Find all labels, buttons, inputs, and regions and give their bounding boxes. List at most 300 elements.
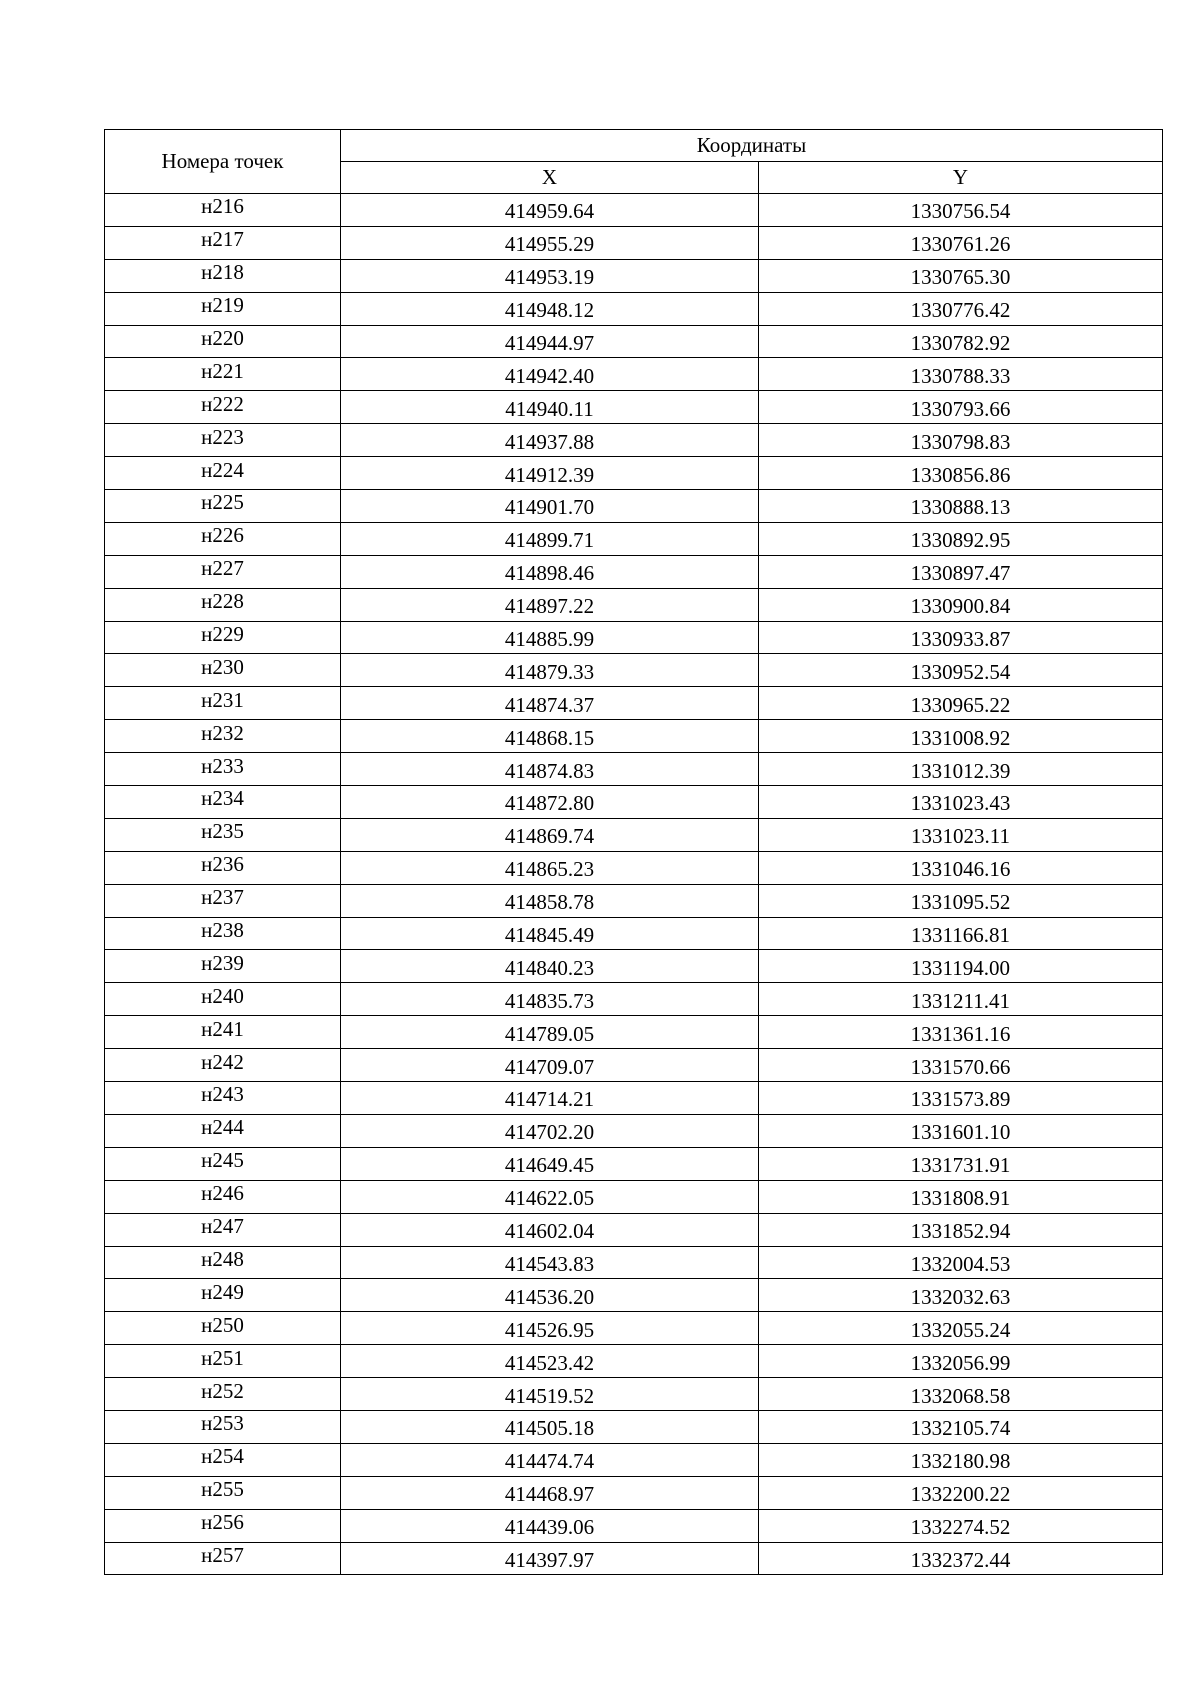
table-row xyxy=(105,950,1163,983)
x-coordinate-cell xyxy=(341,1016,759,1049)
table-row xyxy=(105,1312,1163,1345)
y-coordinate-cell-value: 1330933.87 xyxy=(910,627,1011,652)
point-number-cell-value: н221 xyxy=(201,358,244,383)
x-coordinate-cell xyxy=(341,654,759,687)
point-number-cell xyxy=(105,1378,341,1411)
table-row xyxy=(105,292,1163,325)
x-coordinate-cell xyxy=(341,720,759,753)
x-coordinate-cell-value: 414474.74 xyxy=(504,1449,595,1474)
point-number-cell-value: н228 xyxy=(201,589,244,614)
y-coordinate-cell xyxy=(759,424,1163,457)
x-coordinate-cell xyxy=(341,621,759,654)
x-coordinate-cell-value: 414840.23 xyxy=(504,955,595,980)
x-coordinate-cell xyxy=(341,1246,759,1279)
x-coordinate-cell-value: 414898.46 xyxy=(504,561,595,586)
x-coordinate-cell xyxy=(341,884,759,917)
table-row xyxy=(105,1279,1163,1312)
table-row xyxy=(105,424,1163,457)
point-number-cell-value: н227 xyxy=(201,556,244,581)
x-coordinate-cell-value: 414868.15 xyxy=(504,725,595,750)
point-number-cell-value: н252 xyxy=(201,1378,244,1403)
y-coordinate-cell-value: 1330793.66 xyxy=(910,396,1011,421)
y-coordinate-cell xyxy=(759,226,1163,259)
table-row xyxy=(105,457,1163,490)
point-number-cell xyxy=(105,292,341,325)
y-coordinate-cell xyxy=(759,720,1163,753)
point-number-cell-value: н218 xyxy=(201,260,244,285)
y-coordinate-cell-value: 1332105.74 xyxy=(910,1416,1011,1441)
y-coordinate-cell xyxy=(759,654,1163,687)
y-coordinate-cell xyxy=(759,292,1163,325)
point-number-cell-value: н251 xyxy=(201,1345,244,1370)
y-coordinate-cell xyxy=(759,950,1163,983)
y-coordinate-cell xyxy=(759,490,1163,523)
point-number-cell-value: н253 xyxy=(201,1411,244,1436)
y-coordinate-cell xyxy=(759,818,1163,851)
y-coordinate-cell-value: 1330761.26 xyxy=(910,232,1011,257)
y-coordinate-cell-value: 1330765.30 xyxy=(910,265,1011,290)
y-coordinate-cell-value: 1330856.86 xyxy=(910,462,1011,487)
x-coordinate-cell xyxy=(341,226,759,259)
point-number-cell xyxy=(105,226,341,259)
y-coordinate-cell-value: 1332056.99 xyxy=(910,1350,1011,1375)
x-coordinate-cell xyxy=(341,588,759,621)
x-coordinate-cell xyxy=(341,917,759,950)
table-row xyxy=(105,1410,1163,1443)
table-row xyxy=(105,555,1163,588)
table-row xyxy=(105,588,1163,621)
coordinates-table xyxy=(104,129,1163,1575)
y-coordinate-cell-value: 1330892.95 xyxy=(910,528,1011,553)
point-number-cell-value: н254 xyxy=(201,1444,244,1469)
y-coordinate-cell xyxy=(759,786,1163,819)
x-coordinate-cell xyxy=(341,1542,759,1575)
y-coordinate-cell-value: 1331023.11 xyxy=(911,824,1010,849)
x-coordinate-cell xyxy=(341,1378,759,1411)
y-coordinate-cell xyxy=(759,555,1163,588)
x-coordinate-cell-value: 414944.97 xyxy=(504,331,595,355)
point-number-cell-value: н229 xyxy=(201,622,244,647)
x-coordinate-cell-value: 414912.39 xyxy=(504,462,595,487)
x-coordinate-cell xyxy=(341,753,759,786)
x-coordinate-cell-value: 414942.40 xyxy=(504,363,595,388)
x-coordinate-cell-value: 414874.83 xyxy=(504,758,595,783)
x-coordinate-cell xyxy=(341,1312,759,1345)
x-coordinate-cell-value: 414519.52 xyxy=(504,1383,595,1408)
y-coordinate-cell-value: 1332274.52 xyxy=(910,1515,1011,1540)
y-coordinate-cell-value: 1332055.24 xyxy=(910,1317,1011,1342)
table-row xyxy=(105,522,1163,555)
x-coordinate-cell xyxy=(341,1180,759,1213)
point-number-cell-value: н217 xyxy=(201,227,244,252)
x-coordinate-cell xyxy=(341,1345,759,1378)
y-coordinate-cell xyxy=(759,1246,1163,1279)
x-coordinate-cell-value: 414397.97 xyxy=(504,1547,595,1572)
y-coordinate-cell xyxy=(759,1476,1163,1509)
table-row xyxy=(105,687,1163,720)
point-number-cell-value: н231 xyxy=(201,687,244,712)
table-row xyxy=(105,1082,1163,1115)
table-row xyxy=(105,753,1163,786)
x-coordinate-cell-value: 414622.05 xyxy=(504,1186,595,1211)
point-number-cell xyxy=(105,358,341,391)
table-row xyxy=(105,818,1163,851)
y-coordinate-cell-value: 1331852.94 xyxy=(910,1219,1011,1244)
x-coordinate-cell-value: 414702.20 xyxy=(504,1120,595,1145)
y-coordinate-cell-value: 1331166.81 xyxy=(911,923,1010,948)
x-coordinate-cell xyxy=(341,818,759,851)
point-number-cell xyxy=(105,522,341,555)
x-coordinate-cell-value: 414536.20 xyxy=(504,1284,595,1309)
point-number-cell xyxy=(105,1082,341,1115)
point-number-cell-value: н243 xyxy=(201,1082,244,1107)
x-coordinate-cell-value: 414872.80 xyxy=(504,791,595,816)
point-number-cell-value: н235 xyxy=(201,819,244,844)
point-number-cell xyxy=(105,259,341,292)
point-number-cell xyxy=(105,457,341,490)
y-coordinate-cell-value: 1331573.89 xyxy=(910,1087,1011,1112)
y-coordinate-cell xyxy=(759,1509,1163,1542)
y-coordinate-cell-value: 1331808.91 xyxy=(910,1186,1011,1211)
x-coordinate-cell xyxy=(341,983,759,1016)
point-number-cell-value: н240 xyxy=(201,983,244,1008)
point-number-cell xyxy=(105,1279,341,1312)
y-coordinate-cell-value: 1332032.63 xyxy=(910,1284,1011,1309)
x-coordinate-cell xyxy=(341,292,759,325)
point-number-cell-value: н244 xyxy=(201,1115,244,1140)
y-coordinate-cell xyxy=(759,457,1163,490)
x-coordinate-cell xyxy=(341,1410,759,1443)
y-coordinate-cell xyxy=(759,391,1163,424)
y-coordinate-cell xyxy=(759,884,1163,917)
point-number-cell-value: н236 xyxy=(201,852,244,877)
table-row xyxy=(105,1147,1163,1180)
table-row xyxy=(105,983,1163,1016)
point-number-cell-value: н237 xyxy=(201,885,244,910)
table-row xyxy=(105,325,1163,358)
table-row xyxy=(105,1246,1163,1279)
point-number-cell xyxy=(105,851,341,884)
x-coordinate-cell xyxy=(341,1147,759,1180)
point-number-cell-value: н249 xyxy=(201,1279,244,1304)
point-number-cell-value: н242 xyxy=(201,1049,244,1074)
point-number-cell-value: н230 xyxy=(201,654,244,679)
x-coordinate-cell-value: 414649.45 xyxy=(504,1153,595,1178)
x-coordinate-cell-value: 414869.74 xyxy=(504,824,595,849)
table-row xyxy=(105,786,1163,819)
y-coordinate-cell xyxy=(759,1345,1163,1378)
point-number-cell xyxy=(105,1049,341,1082)
y-coordinate-cell xyxy=(759,325,1163,358)
y-coordinate-cell-value: 1330897.47 xyxy=(910,561,1011,586)
point-number-cell xyxy=(105,1542,341,1575)
table-row xyxy=(105,917,1163,950)
point-number-cell xyxy=(105,588,341,621)
y-coordinate-cell xyxy=(759,1213,1163,1246)
y-coordinate-cell xyxy=(759,1279,1163,1312)
point-number-cell-value: н250 xyxy=(201,1312,244,1337)
y-coordinate-cell xyxy=(759,522,1163,555)
x-coordinate-cell-value: 414602.04 xyxy=(504,1219,595,1244)
y-coordinate-cell-value: 1331361.16 xyxy=(910,1021,1011,1046)
y-coordinate-cell-value: 1332372.44 xyxy=(910,1547,1011,1572)
point-number-cell-value: н239 xyxy=(201,950,244,975)
point-number-cell xyxy=(105,1443,341,1476)
y-coordinate-cell-value: 1330888.13 xyxy=(910,495,1011,520)
point-number-cell-value: н248 xyxy=(201,1246,244,1271)
table-row xyxy=(105,720,1163,753)
x-coordinate-cell-value: 414709.07 xyxy=(504,1054,595,1079)
y-coordinate-cell-value: 1331731.91 xyxy=(910,1153,1011,1178)
table-row xyxy=(105,391,1163,424)
point-number-cell xyxy=(105,1345,341,1378)
y-coordinate-cell xyxy=(759,358,1163,391)
point-number-cell-value: н224 xyxy=(201,457,244,482)
y-coordinate-cell xyxy=(759,1410,1163,1443)
point-number-cell-value: н246 xyxy=(201,1181,244,1206)
y-coordinate-cell xyxy=(759,851,1163,884)
point-number-cell-value: н225 xyxy=(201,490,244,515)
x-coordinate-cell-value: 414940.11 xyxy=(505,396,594,421)
x-coordinate-cell xyxy=(341,358,759,391)
y-coordinate-cell xyxy=(759,259,1163,292)
y-coordinate-cell-value: 1331601.10 xyxy=(910,1120,1011,1145)
table-row xyxy=(105,1378,1163,1411)
x-coordinate-cell xyxy=(341,687,759,720)
point-number-cell xyxy=(105,917,341,950)
point-number-cell-value: н223 xyxy=(201,424,244,449)
table-row xyxy=(105,1509,1163,1542)
x-coordinate-cell xyxy=(341,851,759,884)
point-number-cell-value: н232 xyxy=(201,720,244,745)
point-number-cell xyxy=(105,1476,341,1509)
point-number-cell-value: н226 xyxy=(201,523,244,548)
x-coordinate-cell xyxy=(341,391,759,424)
point-number-cell-value: н234 xyxy=(201,786,244,811)
table-row xyxy=(105,1476,1163,1509)
point-number-cell-value: н256 xyxy=(201,1510,244,1535)
point-number-cell xyxy=(105,720,341,753)
point-number-cell xyxy=(105,621,341,654)
table-row xyxy=(105,226,1163,259)
y-coordinate-cell xyxy=(759,1312,1163,1345)
x-coordinate-cell xyxy=(341,1049,759,1082)
point-number-cell xyxy=(105,983,341,1016)
x-coordinate-cell-value: 414543.83 xyxy=(504,1251,595,1276)
x-coordinate-cell xyxy=(341,786,759,819)
x-coordinate-cell xyxy=(341,194,759,227)
x-coordinate-cell-value: 414526.95 xyxy=(504,1317,595,1342)
y-coordinate-cell xyxy=(759,1049,1163,1082)
table-row xyxy=(105,259,1163,292)
x-coordinate-cell-value: 414879.33 xyxy=(504,659,595,684)
x-coordinate-cell xyxy=(341,1509,759,1542)
point-number-cell-value: н245 xyxy=(201,1148,244,1173)
x-coordinate-cell-value: 414948.12 xyxy=(504,298,595,323)
x-coordinate-cell-value: 414865.23 xyxy=(504,857,595,882)
x-coordinate-cell-value: 414953.19 xyxy=(504,265,595,290)
x-coordinate-cell xyxy=(341,259,759,292)
table-row xyxy=(105,358,1163,391)
x-coordinate-cell xyxy=(341,1082,759,1115)
point-number-cell xyxy=(105,753,341,786)
point-number-cell xyxy=(105,1312,341,1345)
x-coordinate-cell-value: 414897.22 xyxy=(504,594,595,619)
point-number-cell xyxy=(105,687,341,720)
table-row xyxy=(105,1213,1163,1246)
header-coordinates: Координаты xyxy=(341,130,1163,162)
y-coordinate-cell-value: 1332200.22 xyxy=(910,1482,1011,1507)
y-coordinate-cell xyxy=(759,1114,1163,1147)
y-coordinate-cell xyxy=(759,1180,1163,1213)
point-number-cell xyxy=(105,1410,341,1443)
point-number-cell xyxy=(105,950,341,983)
point-number-cell xyxy=(105,325,341,358)
y-coordinate-cell xyxy=(759,1016,1163,1049)
header-x: X xyxy=(341,162,759,194)
y-coordinate-cell-value: 1330900.84 xyxy=(910,594,1011,619)
x-coordinate-cell xyxy=(341,424,759,457)
point-number-cell xyxy=(105,1016,341,1049)
y-coordinate-cell-value: 1330776.42 xyxy=(910,298,1011,323)
point-number-cell xyxy=(105,424,341,457)
table-row xyxy=(105,654,1163,687)
point-number-cell xyxy=(105,786,341,819)
point-number-cell-value: н257 xyxy=(201,1542,244,1567)
x-coordinate-cell xyxy=(341,490,759,523)
x-coordinate-cell xyxy=(341,950,759,983)
point-number-cell-value: н247 xyxy=(201,1214,244,1239)
point-number-cell-value: н238 xyxy=(201,918,244,943)
point-number-cell-value: н216 xyxy=(201,194,244,219)
y-coordinate-cell xyxy=(759,621,1163,654)
y-coordinate-cell-value: 1331008.92 xyxy=(910,725,1011,750)
y-coordinate-cell xyxy=(759,917,1163,950)
y-coordinate-cell xyxy=(759,1147,1163,1180)
point-number-cell xyxy=(105,555,341,588)
x-coordinate-cell xyxy=(341,325,759,358)
x-coordinate-cell xyxy=(341,457,759,490)
table-header xyxy=(105,130,1163,194)
header-y: Y xyxy=(759,162,1163,194)
point-number-cell xyxy=(105,654,341,687)
y-coordinate-cell-value: 1331095.52 xyxy=(910,890,1011,915)
point-number-cell-value: н255 xyxy=(201,1477,244,1502)
point-number-cell-value: н222 xyxy=(201,391,244,416)
x-coordinate-cell-value: 414835.73 xyxy=(504,988,595,1013)
x-coordinate-cell-value: 414468.97 xyxy=(504,1482,595,1507)
x-coordinate-cell xyxy=(341,1443,759,1476)
x-coordinate-cell-value: 414959.64 xyxy=(504,199,595,224)
y-coordinate-cell-value: 1332004.53 xyxy=(910,1251,1011,1276)
x-coordinate-cell-value: 414845.49 xyxy=(504,923,595,948)
y-coordinate-cell-value: 1330782.92 xyxy=(910,331,1011,355)
x-coordinate-cell xyxy=(341,1476,759,1509)
point-number-cell xyxy=(105,884,341,917)
y-coordinate-cell xyxy=(759,1542,1163,1575)
y-coordinate-cell-value: 1330788.33 xyxy=(910,363,1011,388)
x-coordinate-cell-value: 414885.99 xyxy=(504,627,595,652)
table-row xyxy=(105,1049,1163,1082)
x-coordinate-cell xyxy=(341,522,759,555)
y-coordinate-cell xyxy=(759,983,1163,1016)
y-coordinate-cell xyxy=(759,1082,1163,1115)
y-coordinate-cell-value: 1330965.22 xyxy=(910,692,1011,717)
point-number-cell xyxy=(105,391,341,424)
x-coordinate-cell-value: 414858.78 xyxy=(504,890,595,915)
x-coordinate-cell-value: 414937.88 xyxy=(504,429,595,454)
x-coordinate-cell-value: 414523.42 xyxy=(504,1350,595,1375)
header-point-numbers: Номера точек xyxy=(105,130,341,194)
table-row xyxy=(105,194,1163,227)
x-coordinate-cell xyxy=(341,555,759,588)
table-row xyxy=(105,490,1163,523)
y-coordinate-cell xyxy=(759,1443,1163,1476)
x-coordinate-cell xyxy=(341,1213,759,1246)
table-row xyxy=(105,1345,1163,1378)
table-row xyxy=(105,1443,1163,1476)
table-row xyxy=(105,851,1163,884)
x-coordinate-cell-value: 414505.18 xyxy=(504,1416,595,1441)
y-coordinate-cell-value: 1331012.39 xyxy=(910,758,1011,783)
point-number-cell xyxy=(105,194,341,227)
y-coordinate-cell-value: 1330798.83 xyxy=(910,429,1011,454)
y-coordinate-cell-value: 1332180.98 xyxy=(910,1449,1011,1474)
y-coordinate-cell-value: 1331194.00 xyxy=(911,955,1010,980)
point-number-cell xyxy=(105,1114,341,1147)
y-coordinate-cell-value: 1331570.66 xyxy=(910,1054,1011,1079)
table-row xyxy=(105,1542,1163,1575)
table-row xyxy=(105,1114,1163,1147)
y-coordinate-cell xyxy=(759,1378,1163,1411)
table-row xyxy=(105,884,1163,917)
table-row xyxy=(105,621,1163,654)
x-coordinate-cell-value: 414714.21 xyxy=(504,1087,595,1112)
y-coordinate-cell-value: 1331046.16 xyxy=(910,857,1011,882)
point-number-cell xyxy=(105,818,341,851)
point-number-cell xyxy=(105,1180,341,1213)
point-number-cell xyxy=(105,1246,341,1279)
x-coordinate-cell-value: 414955.29 xyxy=(504,232,595,257)
y-coordinate-cell-value: 1331023.43 xyxy=(910,791,1011,816)
x-coordinate-cell-value: 414899.71 xyxy=(504,528,595,553)
y-coordinate-cell xyxy=(759,687,1163,720)
y-coordinate-cell xyxy=(759,753,1163,786)
point-number-cell xyxy=(105,1147,341,1180)
header-row-top xyxy=(105,130,1163,162)
point-number-cell-value: н233 xyxy=(201,753,244,778)
table-row xyxy=(105,1180,1163,1213)
table-row xyxy=(105,1016,1163,1049)
table-body xyxy=(105,194,1163,1575)
x-coordinate-cell xyxy=(341,1279,759,1312)
y-coordinate-cell xyxy=(759,194,1163,227)
y-coordinate-cell-value: 1331211.41 xyxy=(911,988,1010,1013)
point-number-cell xyxy=(105,1509,341,1542)
point-number-cell-value: н220 xyxy=(201,326,244,350)
point-number-cell-value: н241 xyxy=(201,1016,244,1041)
y-coordinate-cell-value: 1330756.54 xyxy=(910,199,1011,224)
point-number-cell xyxy=(105,1213,341,1246)
x-coordinate-cell-value: 414439.06 xyxy=(504,1515,595,1540)
x-coordinate-cell xyxy=(341,1114,759,1147)
y-coordinate-cell xyxy=(759,588,1163,621)
point-number-cell xyxy=(105,490,341,523)
x-coordinate-cell-value: 414901.70 xyxy=(504,495,595,520)
x-coordinate-cell-value: 414789.05 xyxy=(504,1021,595,1046)
y-coordinate-cell-value: 1332068.58 xyxy=(910,1383,1011,1408)
point-number-cell-value: н219 xyxy=(201,293,244,318)
